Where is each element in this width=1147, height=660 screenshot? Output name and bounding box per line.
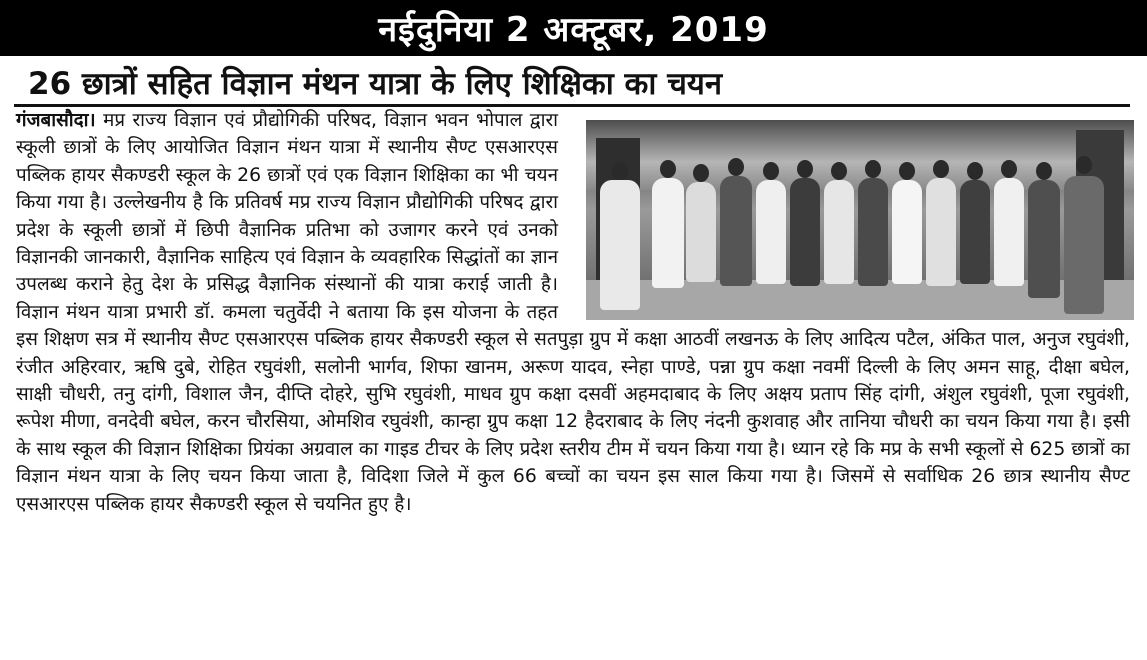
banner-text: नईदुनिया 2 अक्टूबर, 2019 <box>378 10 769 50</box>
article-dateline: गंजबासौदा। <box>16 110 96 131</box>
article-body <box>16 107 1130 518</box>
photo-text-wrap <box>570 107 1130 320</box>
article-body-text: मप्र राज्य विज्ञान एवं प्रौद्योगिकी परिषद, विज्ञान भवन भोपाल द्वारा स्कूली छात्रों के लिए आयोजित विज्ञान मंथन यात्रा में स्थानीय सैण्ट एसआरएस पब्लिक हायर सैकण्डरी स्कूल के 26 छात्रों एवं एक विज्ञान शिक्षिका का भी चयन किया गया है। उल्लेखनीय है कि प्रतिवर्ष मप्र राज्य विज्ञान प्रौद्योगिकी परिषद द्वारा प्रदेश के स्कूली छात्रों में छिपी वैज्ञानिक प्रतिभा को उजागर करने एवं उनको विज्ञानकी जानकारी, वैज्ञानिक साहित्य एवं विज्ञान के व्यवहारिक सिद्धांतों का ज्ञान उपलब्ध कराने हेतु देश के प्रसिद्ध वैज्ञानिक संस्थानों की यात्रा कराई जाती है। विज्ञान मंथन यात्रा प्रभारी डॉ. कमला चतुर्वेदी ने बताया कि इस योजना के तहत इस शिक्षण सत्र में स्थानीय सैण्ट एसआरएस पब्लिक हायर सैकण्डरी स्कूल से सतपुड़ा ग्रुप में कक्षा आठवीं लखनऊ के लिए आदित्य पटैल, अंकित पाल, अनुज रघुवंशी, रंजीत अहिरवार, ऋषि दुबे, रोहित रघुवंशी, सलोनी भार्गव, शिफा खानम, अरूण यादव, स्नेहा पाण्डे, पन्ना ग्रुप कक्षा नवमीं दिल्ली के लिए अमन साहू, दीक्षा बघेल, साक्षी चौधरी, तनु दांगी, विशाल जैन, दीप्ति दोहरे, सुभि रघुवंशी, माधव ग्रुप कक्षा दसवीं अहमदाबाद के लिए अक्षय प्रताप सिंह दांगी, अंशुल रघुवंशी, पूजा रघुवंशी, रूपेश मीणा, वनदेवी बघेल, करन चौरसिया, ओमशिव रघुवंशी, कान्हा ग्रुप कक्षा 12 हैदराबाद के लिए नंदनी कुशवाह और तानिया चौधरी का चयन किया गया है। इसी के साथ स्कूल की विज्ञान शिक्षिका प्रियंका अग्रवाल का गाइड टीचर के लिए प्रदेश स्तरीय टीम में चयन किया गया है। ध्यान रहे कि मप्र के सभी स्कूलों से 625 छात्रों का विज्ञान मंथन यात्रा के लिए चयन किया जाता है, विदिशा जिले में कुल 66 बच्चों का चयन इस साल किया गया है। जिसमें से सर्वाधिक 26 छात्र स्थानीय सैण्ट एसआरएस पब्लिक हायर सैकण्डरी स्कूल से चयनित हुए है। <box>16 110 1130 515</box>
newspaper-banner <box>0 0 1147 56</box>
article-headline: 26 छात्रों सहित विज्ञान मंथन यात्रा के लिए शिक्षिका का चयन <box>28 66 723 102</box>
